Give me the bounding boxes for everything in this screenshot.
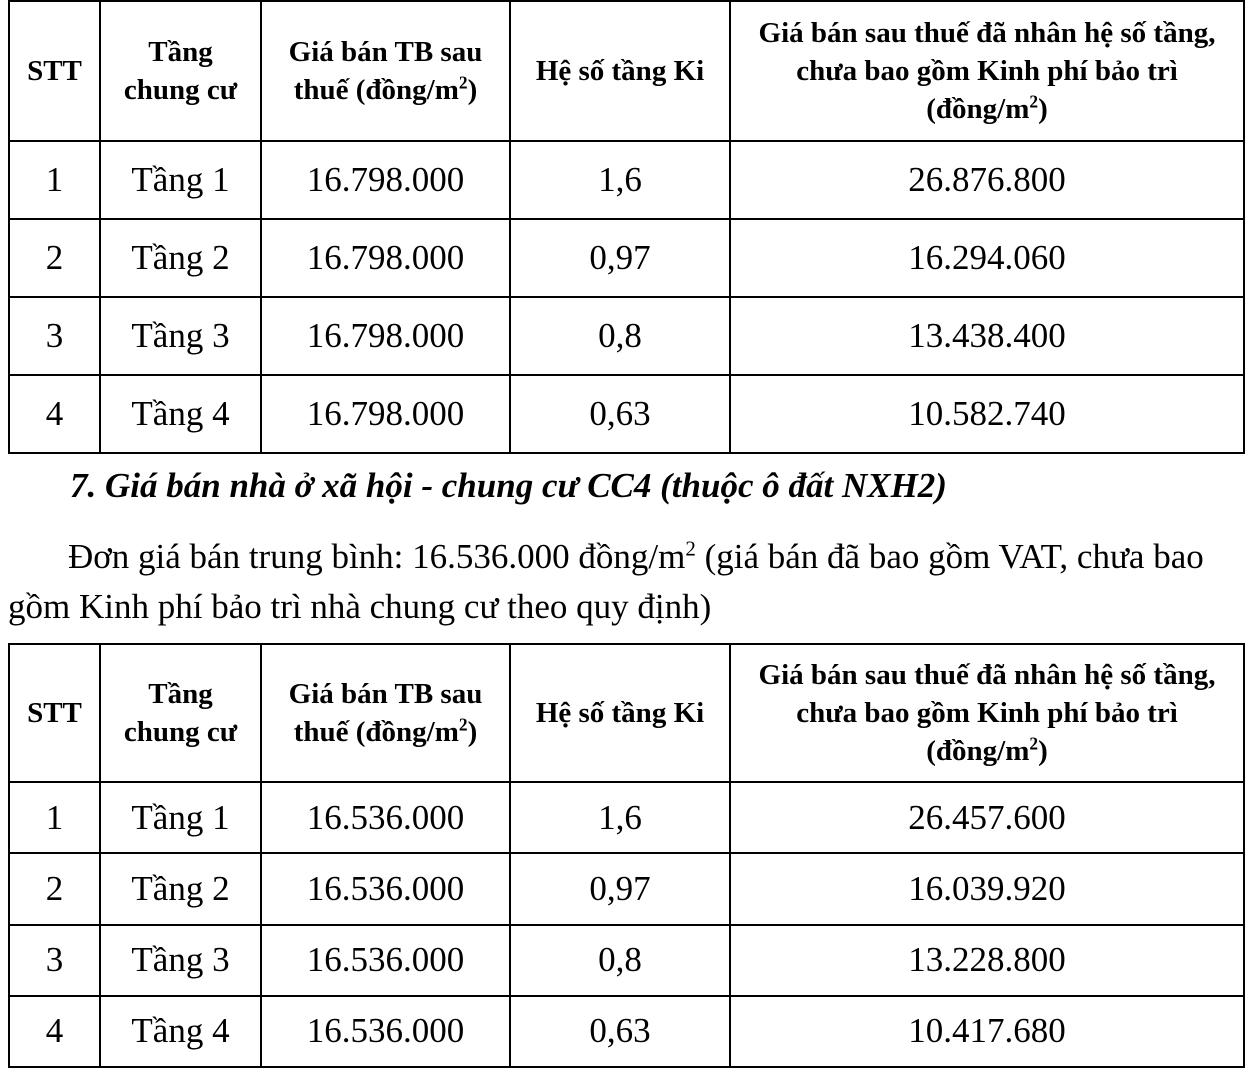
cell-avg-price: 16.536.000 — [261, 782, 510, 853]
header-coefficient: Hệ số tầng Ki — [510, 644, 730, 782]
cell-coefficient: 0,63 — [510, 996, 730, 1067]
cell-floor: Tầng 2 — [100, 219, 261, 297]
cell-coefficient: 1,6 — [510, 782, 730, 853]
cell-coefficient: 0,97 — [510, 853, 730, 924]
table-row — [9, 297, 1244, 375]
table-row — [9, 141, 1244, 219]
cell-avg-price: 16.798.000 — [261, 375, 510, 453]
cell-stt: 4 — [9, 375, 100, 453]
cell-final-price: 16.294.060 — [730, 219, 1244, 297]
cell-final-price: 13.228.800 — [730, 925, 1244, 996]
header-coefficient: Hệ số tầng Ki — [510, 1, 730, 141]
header-final-price-close: ) — [1038, 93, 1048, 125]
cell-floor: Tầng 2 — [100, 853, 261, 924]
paragraph-text-rest: (giá bán đã bao gồm VAT, chưa bao gồm Kinh phí bảo trì nhà chung cư theo quy định) — [8, 537, 1204, 626]
cell-floor: Tầng 4 — [100, 375, 261, 453]
cell-coefficient: 1,6 — [510, 141, 730, 219]
header-avg-price-sup: 2 — [458, 72, 468, 93]
cell-floor: Tầng 3 — [100, 297, 261, 375]
cell-coefficient: 0,63 — [510, 375, 730, 453]
cell-final-price: 10.417.680 — [730, 996, 1244, 1067]
section-heading: 7. Giá bán nhà ở xã hội - chung cư CC4 (thuộc ô đất NXH2) — [70, 466, 947, 505]
header-avg-price-text: Giá bán TB sau thuế (đồng/m — [288, 678, 483, 749]
table-header-row — [9, 1, 1244, 141]
cell-coefficient: 0,8 — [510, 925, 730, 996]
cell-avg-price: 16.536.000 — [261, 925, 510, 996]
cell-final-price: 16.039.920 — [730, 853, 1244, 924]
header-final-price-close: ) — [1038, 735, 1048, 768]
cell-stt: 1 — [9, 141, 100, 219]
cell-avg-price: 16.798.000 — [261, 141, 510, 219]
cell-coefficient: 0,97 — [510, 219, 730, 297]
cell-stt: 3 — [9, 297, 100, 375]
header-avg-price-text: Giá bán TB sau thuế (đồng/m — [288, 36, 483, 106]
header-stt: STT — [9, 644, 100, 782]
cell-stt: 2 — [9, 853, 100, 924]
header-avg-price-close: ) — [467, 716, 478, 749]
header-floor: Tầng chung cư — [100, 1, 261, 141]
cell-avg-price: 16.798.000 — [261, 219, 510, 297]
cell-final-price: 13.438.400 — [730, 297, 1244, 375]
cell-stt: 1 — [9, 782, 100, 853]
header-avg-price — [261, 1, 510, 141]
header-final-price — [730, 644, 1244, 782]
price-table-2 — [8, 643, 1245, 1068]
table-row — [9, 996, 1244, 1067]
cell-floor: Tầng 3 — [100, 925, 261, 996]
table-row — [9, 782, 1244, 853]
header-final-price-text: Giá bán sau thuế đã nhân hệ số tầng, chưa bao gồm Kinh phí bảo trì (đồng/m — [758, 17, 1216, 125]
header-avg-price-sup: 2 — [458, 714, 468, 735]
cell-floor: Tầng 1 — [100, 782, 261, 853]
header-avg-price — [261, 644, 510, 782]
header-final-price — [730, 1, 1244, 141]
header-final-price-text: Giá bán sau thuế đã nhân hệ số tầng, chưa bao gồm Kinh phí bảo trì (đồng/m — [758, 659, 1216, 768]
table-row — [9, 853, 1244, 924]
cell-final-price: 26.876.800 — [730, 141, 1244, 219]
table-row — [9, 219, 1244, 297]
price-table-1 — [8, 0, 1245, 454]
table-header-row — [9, 644, 1244, 782]
cell-stt: 4 — [9, 996, 100, 1067]
cell-avg-price: 16.798.000 — [261, 297, 510, 375]
table-row — [9, 375, 1244, 453]
paragraph-sup: 2 — [685, 536, 696, 561]
header-avg-price-close: ) — [467, 74, 478, 106]
cell-final-price: 26.457.600 — [730, 782, 1244, 853]
section-paragraph — [8, 532, 1247, 632]
table-row — [9, 925, 1244, 996]
header-final-price-sup: 2 — [1029, 733, 1039, 754]
cell-coefficient: 0,8 — [510, 297, 730, 375]
cell-avg-price: 16.536.000 — [261, 996, 510, 1067]
cell-floor: Tầng 4 — [100, 996, 261, 1067]
cell-final-price: 10.582.740 — [730, 375, 1244, 453]
paragraph-text: Đơn giá bán trung bình: 16.536.000 đồng/m — [68, 537, 686, 576]
header-stt: STT — [9, 1, 100, 141]
cell-avg-price: 16.536.000 — [261, 853, 510, 924]
cell-stt: 3 — [9, 925, 100, 996]
cell-stt: 2 — [9, 219, 100, 297]
header-final-price-sup: 2 — [1029, 91, 1039, 112]
cell-floor: Tầng 1 — [100, 141, 261, 219]
header-floor: Tầng chung cư — [100, 644, 261, 782]
